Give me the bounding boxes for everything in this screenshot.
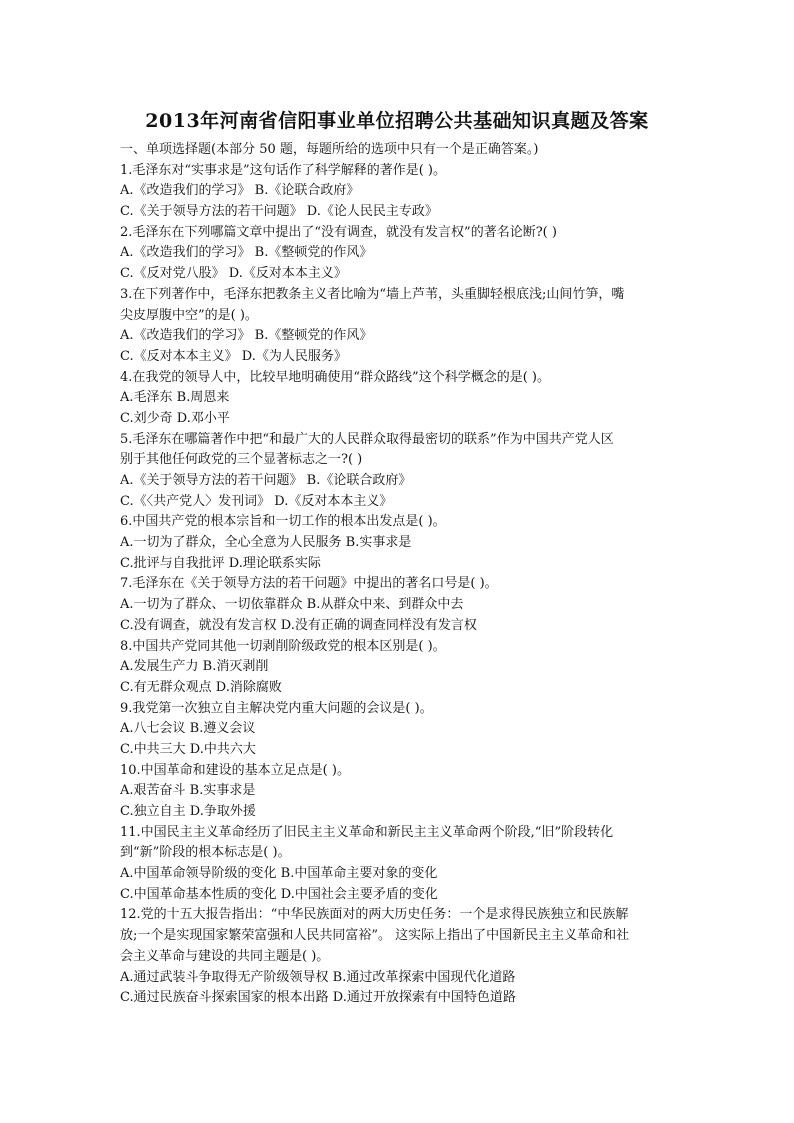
text-line: A.通过武装斗争取得无产阶级领导权 B.通过改革探索中国现代化道路 — [120, 969, 516, 985]
text-line: C.独立自主 D.争取外援 — [120, 804, 256, 819]
text-line: 会主义革命与建设的共同主题是( )。 — [120, 948, 330, 964]
text-line: C.中国革命基本性质的变化 D.中国社会主要矛盾的变化 — [120, 886, 438, 902]
text-line: C.《反对党八股》 D.《反对本本主义》 — [120, 266, 347, 282]
document-body — [120, 140, 680, 1009]
text-line: 9.我党第一次独立自主解决党内重大问题的会议是( )。 — [120, 700, 433, 716]
text-line: 1.毛泽东对“实事求是”这句话作了科学解释的著作是( )。 — [120, 162, 446, 178]
text-line: A.《改造我们的学习》 B.《整顿党的作风》 — [120, 245, 373, 261]
text-line: 一、单项选择题(本部分 50 题，每题所给的选项中只有一个是正确答案。) — [120, 142, 539, 157]
text-line: C.有无群众观点 D.消除腐败 — [120, 679, 282, 695]
text-line: 6.中国共产党的根本宗旨和一切工作的根本出发点是( )。 — [120, 514, 446, 530]
text-line: C.刘少奇 D.邓小平 — [120, 410, 230, 426]
text-line: C.通过民族奋斗探索国家的根本出路 D.通过开放探索有中国特色道路 — [120, 990, 516, 1006]
text-line: 5.毛泽东在哪篇著作中把“和最广大的人民群众取得最密切的联系”作为中国共产党人区 — [120, 431, 614, 447]
text-line: 放;一个是实现国家繁荣富强和人民共同富裕”。 这实际上指出了中国新民主主义革命和社 — [120, 928, 630, 944]
text-line: 4.在我党的领导人中，比较早地明确使用“群众路线”这个科学概念的是( )。 — [120, 369, 550, 385]
text-line: 7.毛泽东在《关于领导方法的若干问题》中提出的著名口号是( )。 — [120, 576, 498, 592]
text-line: C.《〈共产党人〉发刊词》 D.《反对本本主义》 — [120, 493, 393, 509]
document-title: 2013年河南省信阳事业单位招聘公共基础知识真题及答案 — [145, 110, 649, 132]
text-line: A.《关于领导方法的若干问题》 B.《论联合政府》 — [120, 473, 412, 488]
text-line: A.发展生产力 B.消灭剥削 — [120, 659, 269, 675]
text-line: 11.中国民主主义革命经历了旧民主主义革命和新民主主义革命两个阶段,“旧”阶段转化 — [120, 824, 614, 840]
text-line: A.毛泽东 B.周恩来 — [120, 390, 230, 406]
text-line: A.八七会议 B.遵义会议 — [120, 721, 256, 737]
text-line: C.批评与自我批评 D.理论联系实际 — [120, 555, 321, 571]
text-line: 2.毛泽东在下列哪篇文章中提出了“没有调查，就没有发言权”的著名论断?( ) — [120, 224, 557, 240]
text-line: 别于其他任何政党的三个显著标志之一?( ) — [120, 452, 363, 468]
text-line: A.《改造我们的学习》 B.《整顿党的作风》 — [120, 328, 373, 344]
text-line: 到“新”阶段的根本标志是( )。 — [120, 845, 291, 861]
text-line: C.《关于领导方法的若干问题》 D.《论人民民主专政》 — [120, 204, 438, 220]
text-line: A.中国革命领导阶级的变化 B.中国革命主要对象的变化 — [120, 866, 438, 882]
text-line: A.《改造我们的学习》 B.《论联合政府》 — [120, 183, 360, 199]
text-line: 10.中国革命和建设的基本立足点是( )。 — [120, 762, 350, 778]
text-line: 12.党的十五大报告指出：“中华民族面对的两大历史任务：一个是求得民族独立和民族解 — [120, 907, 629, 923]
text-line: A.艰苦奋斗 B.实事求是 — [120, 783, 256, 799]
text-line: 3.在下列著作中，毛泽东把教条主义者比喻为“墙上芦苇，头重脚轻根底浅;山间竹笋，嘴 — [120, 286, 625, 302]
text-line: 8.中国共产党同其他一切剥削阶级政党的根本区别是( )。 — [120, 638, 446, 654]
text-line: C.《反对本本主义》 D.《为人民服务》 — [120, 348, 347, 364]
text-line: C.没有调查，就没有发言权 D.没有正确的调查同样没有发言权 — [120, 617, 477, 633]
text-line: 尖皮厚腹中空”的是( )。 — [120, 307, 258, 323]
text-line: C.中共三大 D.中共六大 — [120, 741, 256, 757]
text-line: A.一切为了群众、一切依靠群众 B.从群众中来、到群众中去 — [120, 597, 464, 613]
text-line: A.一切为了群众，全心全意为人民服务 B.实事求是 — [120, 535, 412, 551]
